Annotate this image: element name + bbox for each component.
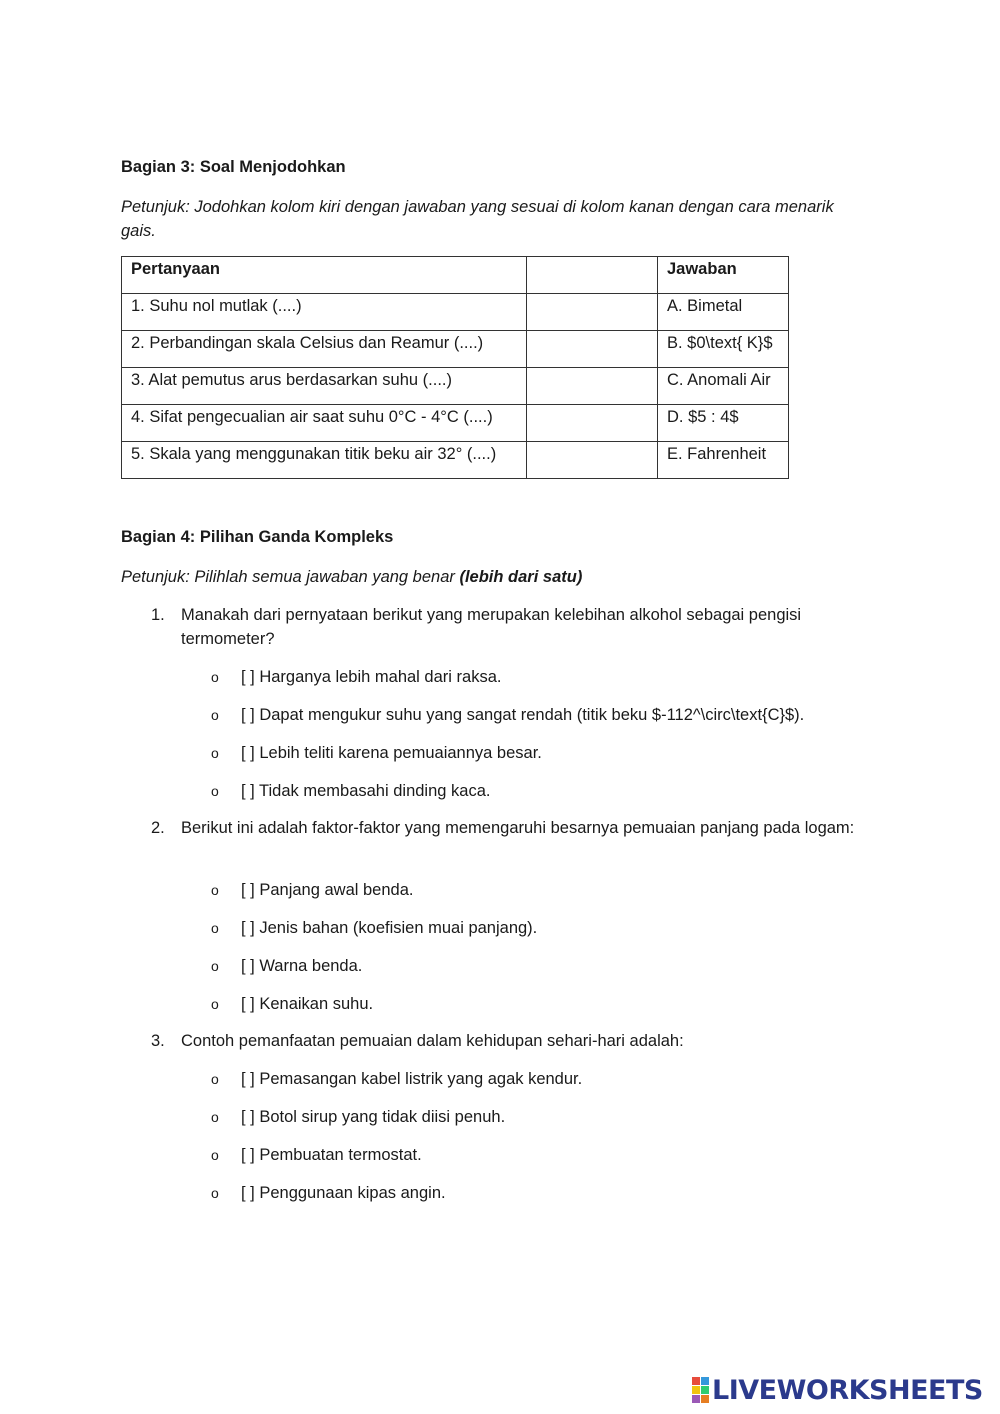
header-question: Pertanyaan bbox=[122, 257, 527, 294]
matching-table bbox=[121, 256, 789, 479]
circle-bullet-icon: o bbox=[211, 707, 219, 723]
option-checkbox[interactable] bbox=[211, 779, 490, 803]
answer-cell: A. Bimetal bbox=[658, 294, 789, 331]
option-checkbox[interactable] bbox=[211, 916, 537, 940]
connect-cell[interactable] bbox=[527, 294, 658, 331]
question-text: Contoh pemanfaatan pemuaian dalam kehidupan sehari-hari adalah: bbox=[181, 1032, 684, 1050]
logo-text: LIVEWORKSHEETS bbox=[712, 1374, 983, 1406]
logo-tile bbox=[692, 1395, 700, 1403]
connect-cell[interactable] bbox=[527, 442, 658, 479]
connect-cell[interactable] bbox=[527, 368, 658, 405]
option-text: [ ] Botol sirup yang tidak diisi penuh. bbox=[241, 1108, 506, 1126]
table-row bbox=[122, 405, 789, 442]
logo-tile bbox=[692, 1386, 700, 1394]
option-text: [ ] Dapat mengukur suhu yang sangat rendah (titik beku $-112^\circ\text{C}$). bbox=[241, 706, 805, 724]
option-checkbox[interactable] bbox=[211, 954, 362, 978]
section-3-title: Bagian 3: Soal Menjodohkan bbox=[121, 158, 346, 176]
circle-bullet-icon: o bbox=[211, 1185, 219, 1201]
question-number: 3. bbox=[151, 1032, 165, 1050]
connect-cell[interactable] bbox=[527, 331, 658, 368]
circle-bullet-icon: o bbox=[211, 783, 219, 799]
circle-bullet-icon: o bbox=[211, 745, 219, 761]
logo-tiles-icon bbox=[692, 1377, 709, 1403]
option-checkbox[interactable] bbox=[211, 741, 542, 765]
logo-tile bbox=[701, 1377, 709, 1385]
question-cell: 2. Perbandingan skala Celsius dan Reamur (....) bbox=[122, 331, 527, 368]
option-text: [ ] Pemasangan kabel listrik yang agak kendur. bbox=[241, 1070, 583, 1088]
question-text: Berikut ini adalah faktor-faktor yang memengaruhi besarnya pemuaian panjang pada logam: bbox=[181, 819, 855, 837]
table-row bbox=[122, 331, 789, 368]
logo-tile bbox=[701, 1386, 709, 1394]
question-cell: 4. Sifat pengecualian air saat suhu 0°C - 4°C (....) bbox=[122, 405, 527, 442]
table-header-row bbox=[122, 257, 789, 294]
option-text: [ ] Penggunaan kipas angin. bbox=[241, 1184, 446, 1202]
circle-bullet-icon: o bbox=[211, 958, 219, 974]
section-3-instruction: Petunjuk: Jodohkan kolom kiri dengan jawaban yang sesuai di kolom kanan dengan cara menarik gais. bbox=[121, 198, 834, 240]
circle-bullet-icon: o bbox=[211, 920, 219, 936]
option-checkbox[interactable] bbox=[211, 878, 413, 902]
section-4-instruction bbox=[121, 565, 841, 589]
question-3 bbox=[151, 1029, 861, 1053]
option-checkbox[interactable] bbox=[211, 1067, 582, 1091]
instruction-emphasis: (lebih dari satu) bbox=[459, 568, 583, 586]
table-row bbox=[122, 368, 789, 405]
option-checkbox[interactable] bbox=[211, 1105, 505, 1129]
circle-bullet-icon: o bbox=[211, 1147, 219, 1163]
option-text: [ ] Jenis bahan (koefisien muai panjang). bbox=[241, 919, 538, 937]
answer-cell: C. Anomali Air bbox=[658, 368, 789, 405]
answer-cell: D. $5 : 4$ bbox=[658, 405, 789, 442]
option-text: [ ] Harganya lebih mahal dari raksa. bbox=[241, 668, 502, 686]
option-checkbox[interactable] bbox=[211, 703, 804, 727]
question-text: Manakah dari pernyataan berikut yang merupakan kelebihan alkohol sebagai pengisi termometer? bbox=[181, 606, 802, 648]
option-checkbox[interactable] bbox=[211, 992, 373, 1016]
option-checkbox[interactable] bbox=[211, 1181, 446, 1205]
liveworksheets-logo bbox=[692, 1374, 983, 1406]
option-text: [ ] Warna benda. bbox=[241, 957, 363, 975]
option-checkbox[interactable] bbox=[211, 665, 501, 689]
answer-cell: B. $0\text{ K}$ bbox=[658, 331, 789, 368]
option-text: [ ] Panjang awal benda. bbox=[241, 881, 414, 899]
question-number: 2. bbox=[151, 819, 165, 837]
option-text: [ ] Kenaikan suhu. bbox=[241, 995, 374, 1013]
section-4-title: Bagian 4: Pilihan Ganda Kompleks bbox=[121, 528, 394, 546]
instruction-prefix: Petunjuk: Pilihlah semua jawaban yang benar bbox=[121, 568, 460, 586]
question-cell: 5. Skala yang menggunakan titik beku air 32° (....) bbox=[122, 442, 527, 479]
logo-tile bbox=[692, 1377, 700, 1385]
circle-bullet-icon: o bbox=[211, 1109, 219, 1125]
circle-bullet-icon: o bbox=[211, 882, 219, 898]
header-answer: Jawaban bbox=[658, 257, 789, 294]
option-text: [ ] Tidak membasahi dinding kaca. bbox=[241, 782, 491, 800]
question-1 bbox=[151, 603, 861, 651]
question-2 bbox=[151, 816, 861, 840]
option-checkbox[interactable] bbox=[211, 1143, 422, 1167]
question-number: 1. bbox=[151, 606, 165, 624]
connect-cell[interactable] bbox=[527, 405, 658, 442]
circle-bullet-icon: o bbox=[211, 996, 219, 1012]
header-blank bbox=[527, 257, 658, 294]
option-text: [ ] Lebih teliti karena pemuaiannya besar. bbox=[241, 744, 542, 762]
answer-cell: E. Fahrenheit bbox=[658, 442, 789, 479]
circle-bullet-icon: o bbox=[211, 669, 219, 685]
option-text: [ ] Pembuatan termostat. bbox=[241, 1146, 422, 1164]
circle-bullet-icon: o bbox=[211, 1071, 219, 1087]
question-cell: 3. Alat pemutus arus berdasarkan suhu (....) bbox=[122, 368, 527, 405]
question-cell: 1. Suhu nol mutlak (....) bbox=[122, 294, 527, 331]
logo-tile bbox=[701, 1395, 709, 1403]
table-row bbox=[122, 294, 789, 331]
table-row bbox=[122, 442, 789, 479]
